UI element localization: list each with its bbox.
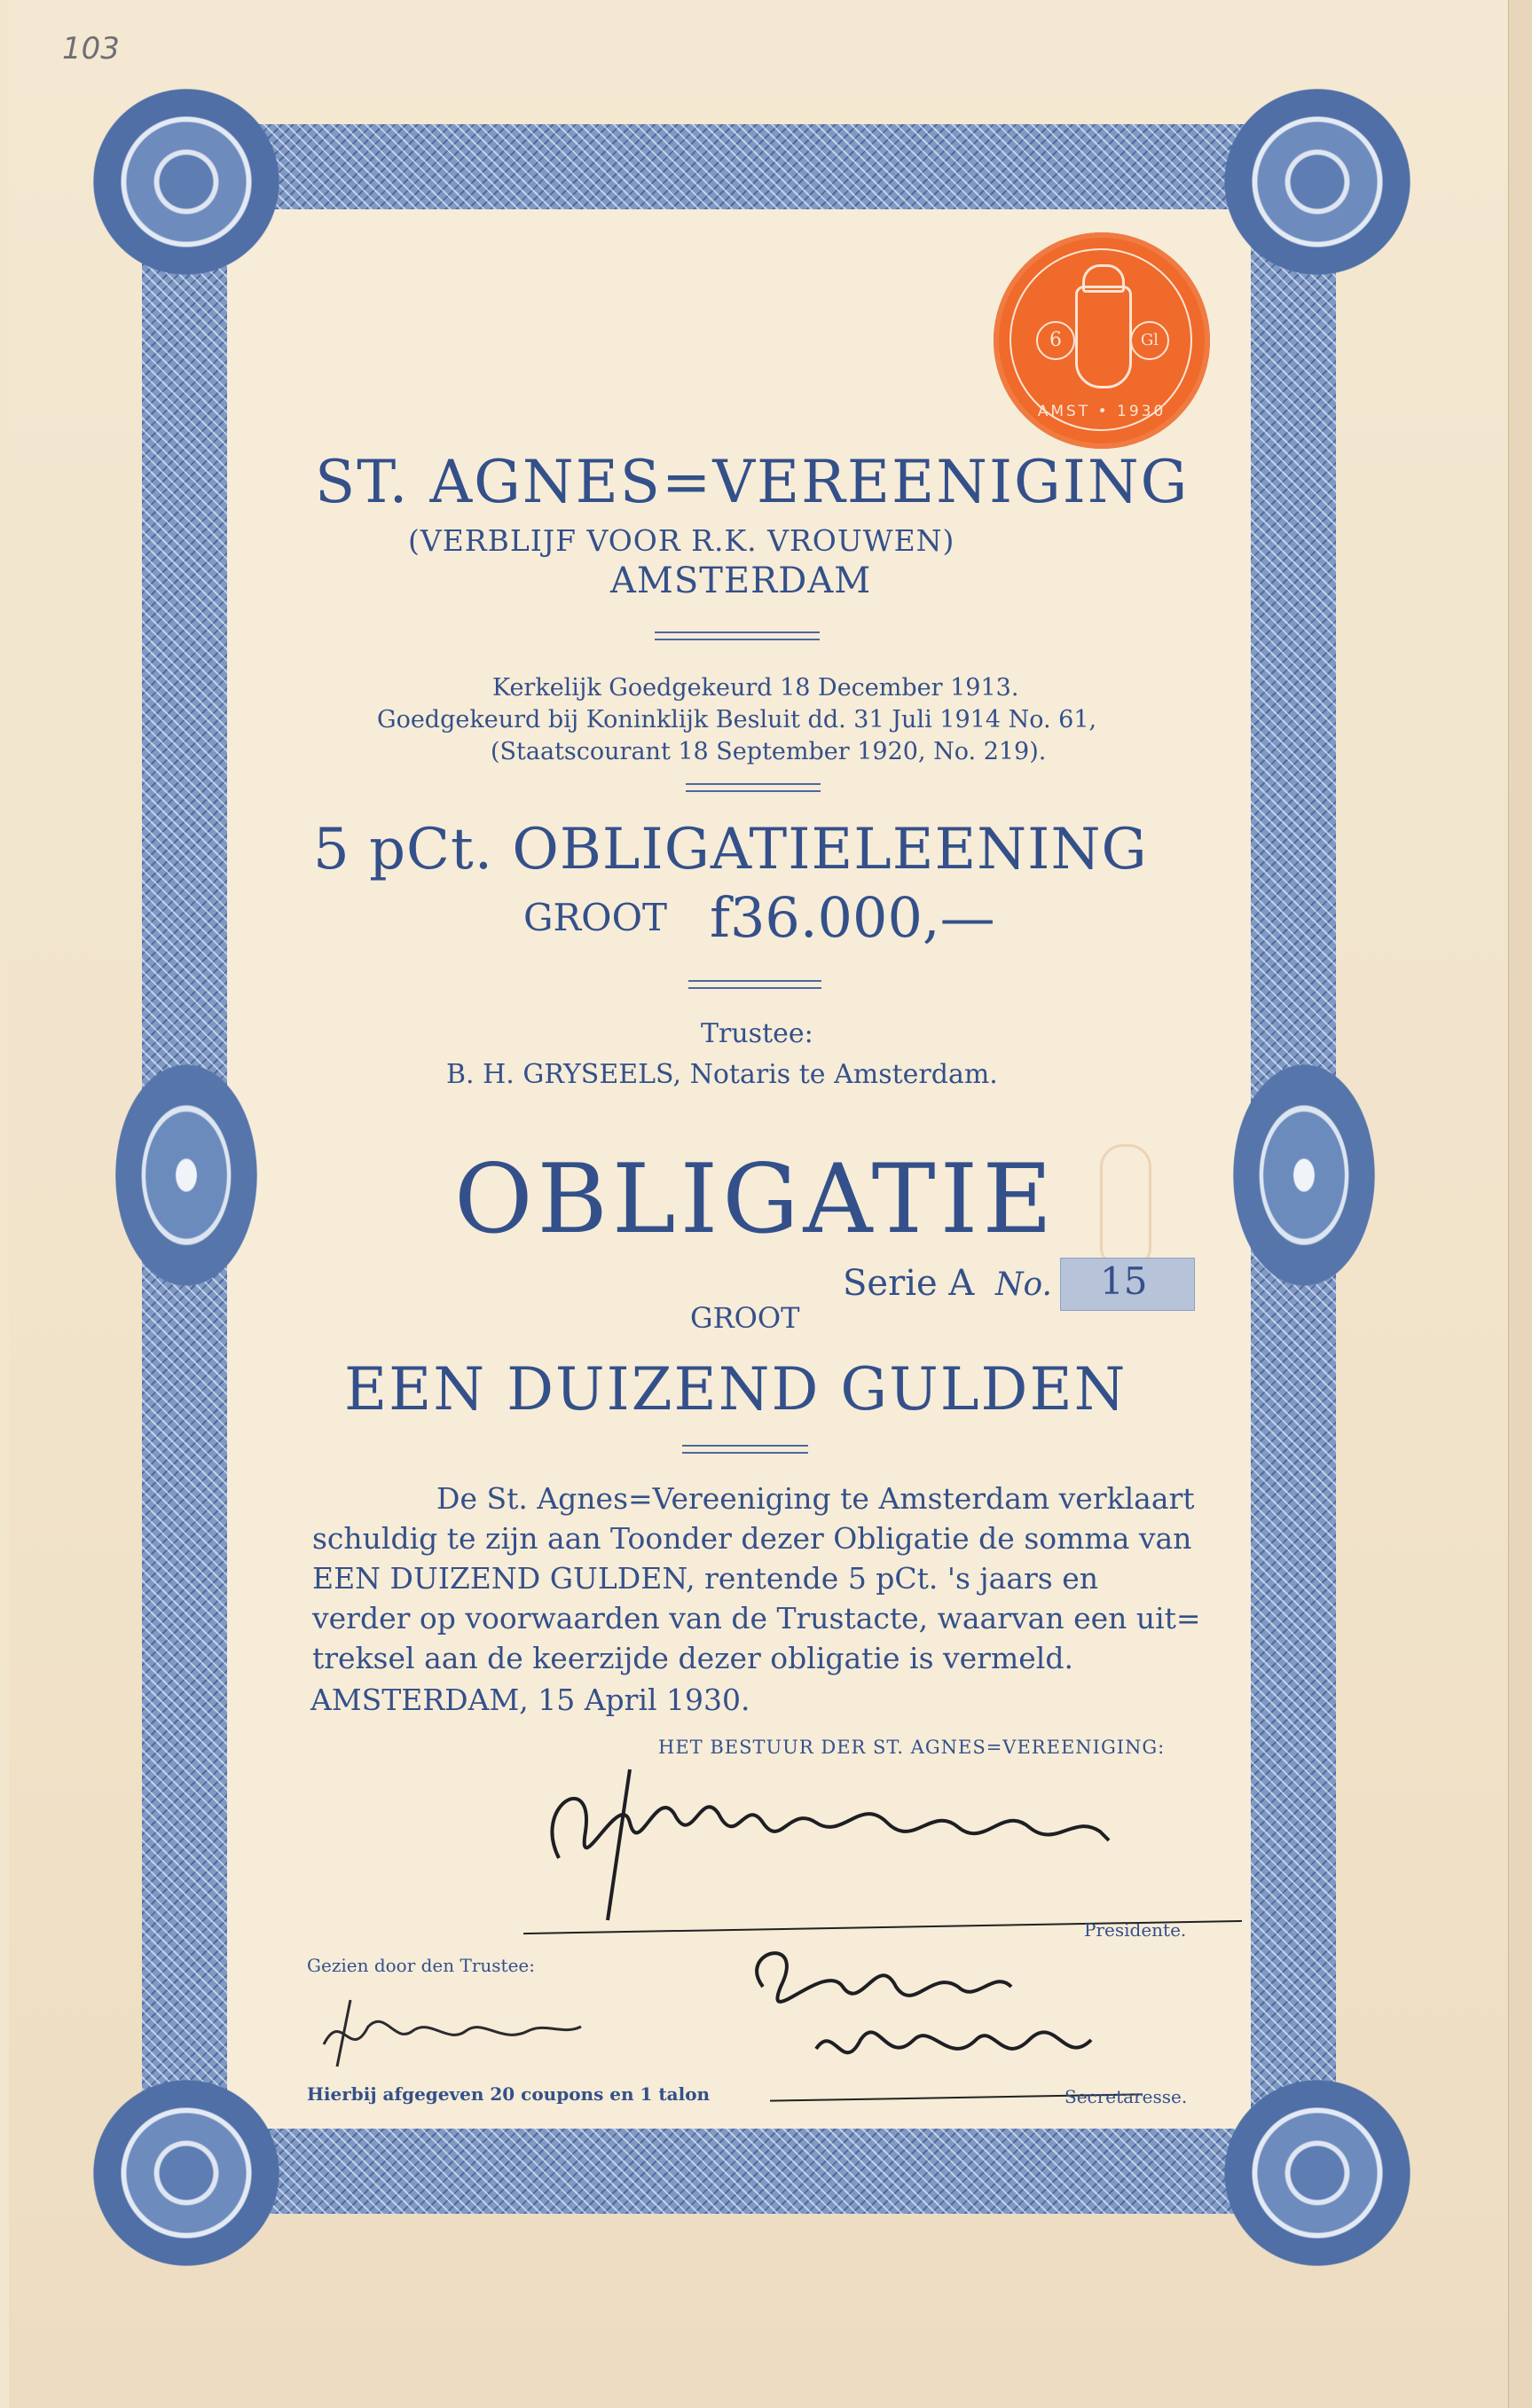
body-line: De St. Agnes=Vereeniging te Amsterdam verklaart (436, 1481, 1195, 1516)
trustee-seen-label: Gezien door den Trustee: (307, 1955, 535, 1976)
corner-rosette-icon (93, 89, 279, 275)
trustee-name: B. H. GRYSEELS, Notaris te Amsterdam. (446, 1059, 998, 1090)
approval-line: Goedgekeurd bij Koninklijk Besluit dd. 31 Juli 1914 No. 61, (377, 706, 1097, 733)
loan-groot-label: GROOT (523, 896, 668, 939)
trustee-label: Trustee: (701, 1018, 813, 1049)
bond-number-label: No. (995, 1267, 1052, 1303)
side-medallion-icon (1233, 1064, 1375, 1286)
body-line: treksel aan de keerzijde dezer obligatie is vermeld. (312, 1641, 1073, 1675)
stamp-value-right: Gl (1130, 321, 1169, 360)
pencil-note: 103 (62, 31, 120, 67)
corner-rosette-icon (1224, 2080, 1410, 2266)
trustee-signature (315, 1991, 599, 2071)
border-top (133, 124, 1384, 209)
board-label: HET BESTUUR DER ST. AGNES=VEREENIGING: (658, 1737, 1166, 1758)
body-line: schuldig te zijn aan Toonder dezer Obligatie de somma van (312, 1521, 1192, 1556)
bond-groot-label: GROOT (690, 1301, 800, 1335)
bond-number: 15 (1100, 1259, 1148, 1303)
president-label: Presidente. (1084, 1919, 1187, 1941)
body-line: EEN DUIZEND GULDEN, rentende 5 pCt. 's jaars en (312, 1561, 1098, 1596)
place-date: AMSTERDAM, 15 April 1930. (310, 1682, 750, 1717)
loan-amount: f36.000,— (710, 885, 995, 950)
association-subtitle: (VERBLIJF VOOR R.K. VROUWEN) (408, 523, 955, 558)
revenue-stamp (994, 232, 1210, 449)
divider (688, 980, 821, 989)
president-signature (523, 1752, 1162, 1929)
divider (686, 783, 821, 792)
corner-rosette-icon (93, 2080, 279, 2266)
paper-edge (1508, 0, 1532, 2408)
divider (682, 1445, 808, 1454)
border-bottom (133, 2129, 1384, 2214)
secretary-label: Secretaresse. (1065, 2086, 1188, 2107)
stamp-legend: AMST • 1930 (1037, 403, 1167, 420)
side-medallion-icon (115, 1064, 257, 1286)
lion-crest-icon (1075, 286, 1132, 388)
bond-value-words: EEN DUIZEND GULDEN (344, 1355, 1127, 1424)
association-city: AMSTERDAM (610, 561, 872, 601)
bond-title: OBLIGATIE (454, 1144, 1057, 1255)
corner-rosette-icon (1224, 89, 1410, 275)
approval-line: Kerkelijk Goedgekeurd 18 December 1913. (492, 674, 1019, 702)
association-title: ST. AGNES=VEREENIGING (315, 448, 1190, 516)
stamp-value-left: 6 (1036, 321, 1075, 360)
approval-line: (Staatscourant 18 September 1920, No. 219). (491, 738, 1047, 765)
bond-serie: Serie A (843, 1263, 975, 1304)
ink-stain (1100, 1144, 1151, 1265)
loan-title: 5 pCt. OBLIGATIELEENING (313, 817, 1148, 882)
secretary-signature (736, 1933, 1144, 2093)
body-line: verder op voorwaarden van de Trustacte, waarvan een uit= (312, 1601, 1201, 1635)
divider (655, 631, 820, 640)
coupons-note: Hierbij afgegeven 20 coupons en 1 talon (307, 2083, 711, 2105)
